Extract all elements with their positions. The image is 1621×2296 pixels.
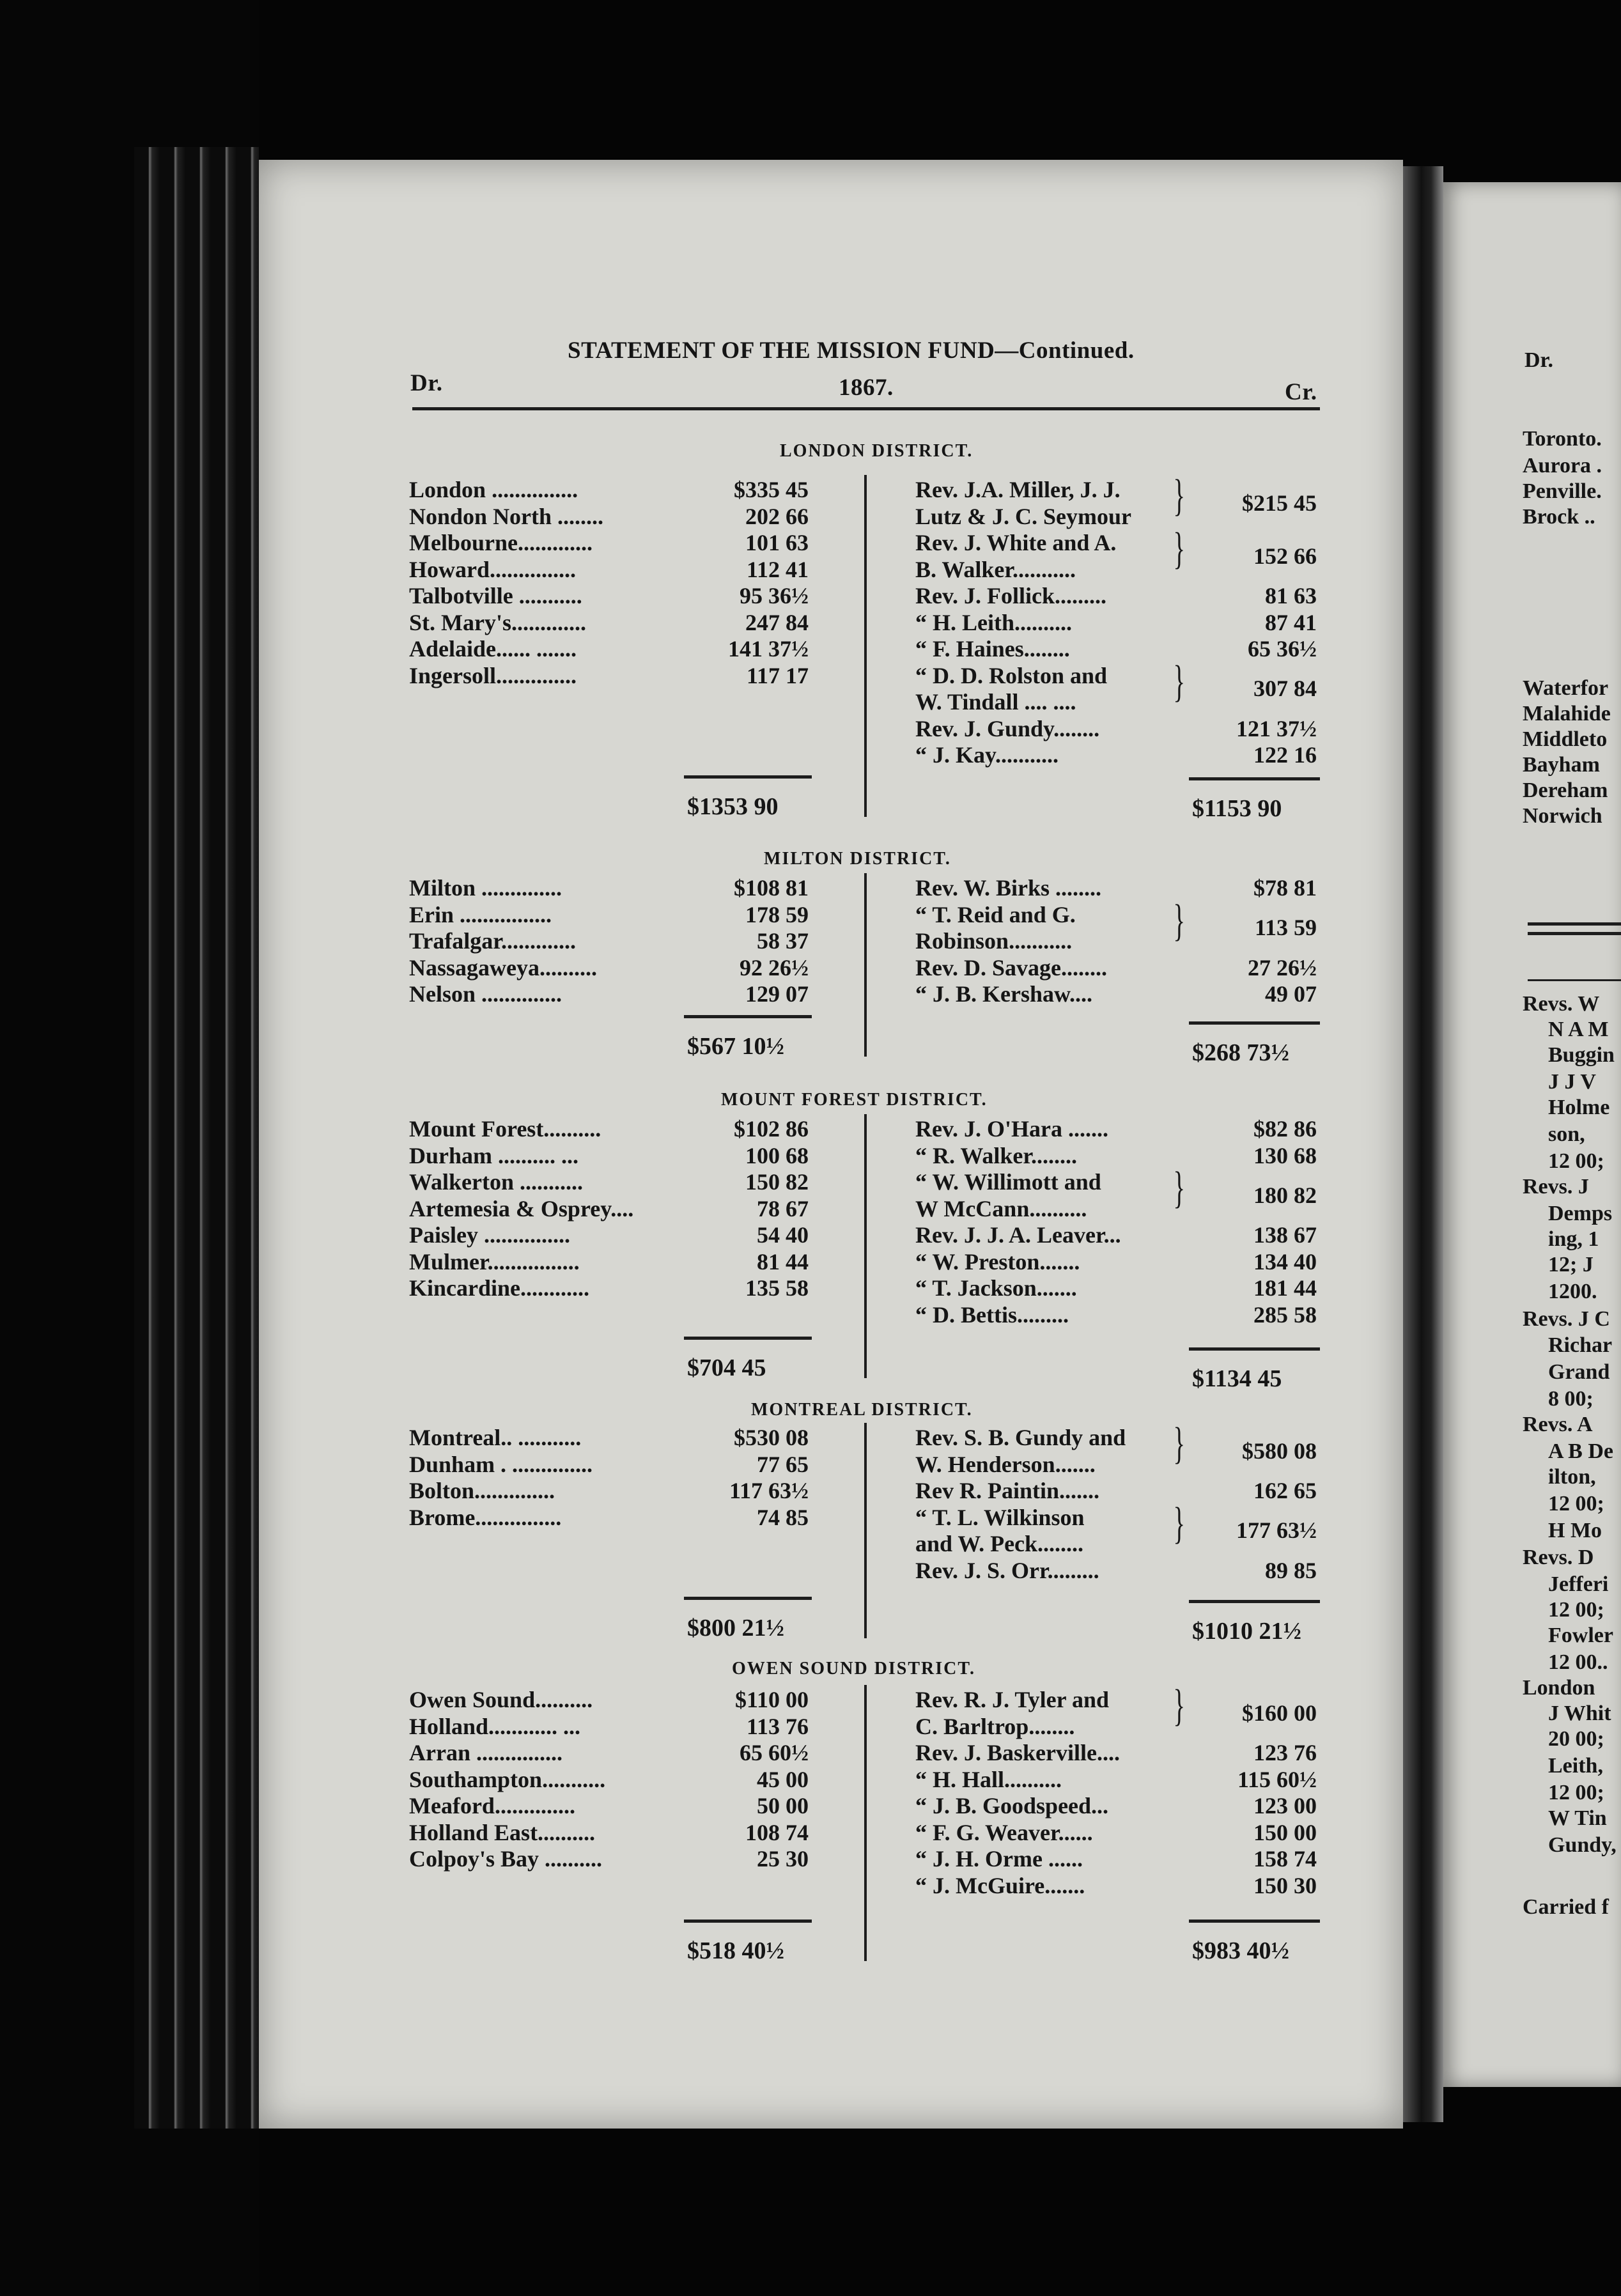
year-label: 1867. bbox=[839, 375, 894, 401]
credit-name-line: Rev. S. B. Gundy and bbox=[915, 1425, 1126, 1450]
facing-line: 12 00; bbox=[1548, 1492, 1604, 1516]
page-stack-edge bbox=[134, 147, 259, 2129]
credit-amount: 177 63½ bbox=[1236, 1517, 1317, 1544]
facing-line: Richar bbox=[1548, 1333, 1613, 1357]
debit-amount: 92 26½ bbox=[740, 954, 809, 981]
credit-amount: 181 44 bbox=[1253, 1275, 1317, 1301]
facing-line: Leith, bbox=[1548, 1754, 1603, 1778]
debit-amount: 113 76 bbox=[746, 1713, 809, 1739]
credit-amount: 130 68 bbox=[1253, 1142, 1317, 1168]
debit-place: Mount Forest.......... bbox=[409, 1116, 601, 1142]
credit-amount: 150 30 bbox=[1253, 1872, 1317, 1898]
column-divider bbox=[864, 1423, 867, 1638]
column-divider bbox=[864, 1114, 867, 1378]
debit-amount: 141 37½ bbox=[728, 636, 809, 662]
debit-total-rule bbox=[684, 1920, 812, 1923]
facing-line: H Mo bbox=[1548, 1519, 1602, 1542]
credit-name-line: “ T. Reid and G. bbox=[915, 901, 1076, 927]
credit-name-line: W. Tindall .... .... bbox=[915, 689, 1076, 715]
debit-amount: $108 81 bbox=[734, 875, 809, 901]
credit-name-line: W McCann.......... bbox=[915, 1195, 1087, 1222]
credit-total: $1153 90 bbox=[1192, 795, 1282, 822]
debit-total-rule bbox=[684, 1337, 812, 1340]
facing-line: 20 00; bbox=[1548, 1727, 1604, 1751]
facing-line: Norwich bbox=[1523, 804, 1602, 828]
credit-name-line: Rev. J. Follick......... bbox=[915, 583, 1106, 609]
debit-amount: $110 00 bbox=[734, 1687, 809, 1712]
credit-total-rule bbox=[1189, 1600, 1320, 1603]
cr-label: Cr. bbox=[1285, 379, 1317, 405]
credit-total: $983 40½ bbox=[1192, 1937, 1289, 1964]
debit-amount: 112 41 bbox=[746, 556, 809, 582]
brace-mark: } bbox=[1173, 471, 1186, 520]
credit-amount: $215 45 bbox=[1242, 490, 1317, 516]
debit-place: Holland............ ... bbox=[409, 1713, 581, 1739]
facing-line: Holme bbox=[1548, 1096, 1610, 1119]
credit-amount: $78 81 bbox=[1253, 875, 1317, 901]
credit-name-line: B. Walker........... bbox=[915, 556, 1076, 582]
facing-line: Brock .. bbox=[1523, 505, 1595, 529]
debit-place: Artemesia & Osprey.... bbox=[409, 1195, 634, 1222]
dr-label: Dr. bbox=[410, 370, 443, 396]
debit-place: Trafalgar............. bbox=[409, 928, 576, 954]
facing-line: Fowler bbox=[1548, 1624, 1613, 1647]
debit-total: $567 10½ bbox=[687, 1033, 784, 1060]
debit-place: Walkerton ........... bbox=[409, 1169, 584, 1195]
credit-name-line: and W. Peck........ bbox=[915, 1531, 1084, 1556]
header-rule bbox=[412, 407, 1320, 410]
credit-total-rule bbox=[1189, 1347, 1320, 1351]
debit-amount: 135 58 bbox=[745, 1275, 809, 1301]
facing-dr-label: Dr. bbox=[1524, 348, 1554, 372]
credit-amount: 123 76 bbox=[1253, 1740, 1317, 1765]
debit-amount: 95 36½ bbox=[740, 583, 809, 609]
credit-name-line: “ F. G. Weaver...... bbox=[915, 1819, 1093, 1845]
credit-amount: 285 58 bbox=[1253, 1301, 1317, 1328]
credit-name-line: Lutz & J. C. Seymour bbox=[915, 503, 1131, 529]
facing-line: son, bbox=[1548, 1122, 1585, 1146]
debit-place: London ............... bbox=[409, 477, 578, 502]
facing-line: N A M bbox=[1548, 1018, 1609, 1041]
credit-amount: 158 74 bbox=[1253, 1846, 1317, 1872]
facing-line: 12; J bbox=[1548, 1253, 1594, 1276]
debit-total-rule bbox=[684, 775, 812, 779]
credit-name-line: “ F. Haines........ bbox=[915, 636, 1070, 662]
column-divider bbox=[864, 873, 867, 1057]
credit-total-rule bbox=[1189, 1920, 1320, 1923]
facing-line: A B De bbox=[1548, 1439, 1613, 1463]
credit-name-line: “ J. B. Goodspeed... bbox=[915, 1793, 1109, 1819]
credit-name-line: “ T. Jackson....... bbox=[915, 1275, 1077, 1301]
facing-line: ing, 1 bbox=[1548, 1227, 1599, 1251]
district-heading: LONDON DISTRICT. bbox=[780, 441, 973, 461]
debit-amount: $102 86 bbox=[734, 1116, 809, 1142]
facing-line: Buggin bbox=[1548, 1043, 1615, 1067]
debit-place: Montreal.. ........... bbox=[409, 1425, 582, 1450]
debit-total-rule bbox=[684, 1015, 812, 1018]
facing-line: W Tin bbox=[1548, 1806, 1607, 1830]
credit-name-line: Rev. J.A. Miller, J. J. bbox=[915, 477, 1121, 502]
debit-place: Nondon North ........ bbox=[409, 503, 604, 529]
credit-total-rule bbox=[1189, 1021, 1320, 1025]
debit-amount: $335 45 bbox=[734, 477, 809, 502]
credit-amount: 123 00 bbox=[1253, 1793, 1317, 1819]
debit-place: Nelson .............. bbox=[409, 981, 562, 1007]
debit-amount: 178 59 bbox=[745, 901, 809, 927]
credit-total: $268 73½ bbox=[1192, 1039, 1289, 1066]
district-heading: MILTON DISTRICT. bbox=[764, 849, 951, 869]
page-title: STATEMENT OF THE MISSION FUND—Continued. bbox=[568, 337, 1135, 364]
debit-amount: 74 85 bbox=[757, 1504, 809, 1530]
debit-amount: 81 44 bbox=[757, 1248, 809, 1275]
facing-line: 12 00.. bbox=[1548, 1650, 1608, 1674]
credit-amount: 113 59 bbox=[1254, 915, 1317, 941]
column-divider bbox=[864, 1685, 867, 1961]
debit-amount: 78 67 bbox=[757, 1195, 809, 1222]
debit-amount: 101 63 bbox=[745, 530, 809, 555]
district-heading: MONTREAL DISTRICT. bbox=[751, 1400, 973, 1420]
debit-place: Meaford.............. bbox=[409, 1793, 575, 1819]
credit-amount: 81 63 bbox=[1265, 583, 1317, 609]
debit-place: Arran ............... bbox=[409, 1740, 562, 1765]
facing-line: J J V bbox=[1548, 1070, 1596, 1094]
facing-line: Middleto bbox=[1523, 727, 1608, 751]
debit-amount: 150 82 bbox=[745, 1169, 809, 1195]
credit-total-rule bbox=[1189, 777, 1320, 780]
debit-place: Holland East.......... bbox=[409, 1819, 596, 1845]
debit-amount: 129 07 bbox=[745, 981, 809, 1007]
credit-name-line: “ H. Hall.......... bbox=[915, 1766, 1062, 1792]
facing-line: J Whit bbox=[1548, 1702, 1611, 1725]
credit-name-line: “ J. Kay........... bbox=[915, 742, 1059, 768]
facing-line: 12 00; bbox=[1548, 1598, 1604, 1622]
credit-total: $1134 45 bbox=[1192, 1365, 1282, 1392]
facing-line: Penville. bbox=[1523, 479, 1602, 503]
facing-line: Toronto. bbox=[1523, 427, 1602, 451]
credit-name-line: “ J. B. Kershaw.... bbox=[915, 981, 1093, 1007]
credit-amount: 49 07 bbox=[1265, 981, 1317, 1007]
facing-line: Carried f bbox=[1523, 1895, 1609, 1919]
brace-mark: } bbox=[1173, 524, 1186, 573]
credit-amount: $580 08 bbox=[1242, 1438, 1317, 1464]
facing-line: London bbox=[1523, 1676, 1595, 1700]
debit-amount: $530 08 bbox=[734, 1425, 809, 1450]
debit-total-rule bbox=[684, 1597, 812, 1600]
brace-mark: } bbox=[1173, 1498, 1186, 1548]
debit-place: Adelaide...... ....... bbox=[409, 636, 577, 662]
debit-place: Durham .......... ... bbox=[409, 1142, 579, 1168]
debit-amount: 100 68 bbox=[745, 1142, 809, 1168]
credit-amount: 87 41 bbox=[1265, 609, 1317, 635]
debit-place: Milton .............. bbox=[409, 875, 562, 901]
facing-line: 1200. bbox=[1548, 1280, 1597, 1303]
debit-place: Erin ................ bbox=[409, 901, 552, 927]
credit-name-line: “ T. L. Wilkinson bbox=[915, 1504, 1085, 1530]
debit-place: Kincardine............ bbox=[409, 1275, 590, 1301]
debit-place: Mulmer................ bbox=[409, 1248, 580, 1275]
debit-amount: 65 60½ bbox=[740, 1740, 809, 1765]
debit-place: Dunham . .............. bbox=[409, 1451, 593, 1477]
credit-name-line: Rev. J. White and A. bbox=[915, 530, 1117, 555]
credit-name-line: Rev. J. S. Orr......... bbox=[915, 1557, 1099, 1583]
facing-line: Gundy, bbox=[1548, 1833, 1617, 1857]
credit-name-line: “ W. Willimott and bbox=[915, 1169, 1101, 1195]
debit-amount: 45 00 bbox=[757, 1766, 809, 1792]
facing-line: Bayham bbox=[1523, 753, 1600, 777]
debit-amount: 247 84 bbox=[745, 609, 809, 635]
credit-name-line: “ W. Preston....... bbox=[915, 1248, 1080, 1275]
credit-total: $1010 21½ bbox=[1192, 1618, 1301, 1645]
credit-amount: 307 84 bbox=[1253, 676, 1317, 702]
brace-mark: } bbox=[1173, 1419, 1186, 1468]
credit-name-line: Robinson........... bbox=[915, 928, 1073, 954]
debit-place: Ingersoll.............. bbox=[409, 662, 577, 688]
credit-name-line: C. Barltrop........ bbox=[915, 1713, 1075, 1739]
credit-amount: $82 86 bbox=[1253, 1116, 1317, 1142]
credit-name-line: “ D. D. Rolston and bbox=[915, 662, 1108, 688]
debit-amount: 50 00 bbox=[757, 1793, 809, 1819]
debit-total: $800 21½ bbox=[687, 1615, 784, 1641]
facing-line: Waterfor bbox=[1523, 676, 1609, 700]
debit-place: Howard............... bbox=[409, 556, 576, 582]
credit-amount: 65 36½ bbox=[1248, 636, 1317, 662]
debit-amount: 77 65 bbox=[757, 1451, 809, 1477]
debit-place: Paisley ............... bbox=[409, 1222, 570, 1248]
brace-mark: } bbox=[1173, 1163, 1186, 1213]
credit-amount: $160 00 bbox=[1242, 1700, 1317, 1726]
facing-line: Demps bbox=[1548, 1202, 1613, 1225]
debit-place: Melbourne............. bbox=[409, 530, 593, 555]
credit-name-line: Rev. R. J. Tyler and bbox=[915, 1687, 1110, 1712]
debit-place: Southampton........... bbox=[409, 1766, 606, 1792]
brace-mark: } bbox=[1173, 1681, 1186, 1730]
debit-place: Bolton.............. bbox=[409, 1478, 555, 1503]
facing-line: Jefferi bbox=[1548, 1572, 1609, 1596]
facing-line: Revs. A bbox=[1523, 1413, 1593, 1436]
credit-amount: 180 82 bbox=[1253, 1182, 1317, 1208]
debit-total: $1353 90 bbox=[687, 793, 779, 820]
facing-line: Revs. J bbox=[1523, 1175, 1589, 1198]
credit-amount: 122 16 bbox=[1253, 742, 1317, 768]
credit-amount: 150 00 bbox=[1253, 1819, 1317, 1845]
district-heading: MOUNT FOREST DISTRICT. bbox=[721, 1090, 988, 1110]
debit-place: Owen Sound.......... bbox=[409, 1687, 593, 1712]
debit-amount: 54 40 bbox=[757, 1222, 809, 1248]
credit-name-line: Rev. W. Birks ........ bbox=[915, 875, 1102, 901]
facing-line: Dereham bbox=[1523, 779, 1608, 802]
debit-place: Nassagaweya.......... bbox=[409, 954, 597, 981]
credit-name-line: Rev. D. Savage........ bbox=[915, 954, 1107, 981]
credit-name-line: Rev. J. Baskerville.... bbox=[915, 1740, 1120, 1765]
credit-amount: 162 65 bbox=[1253, 1478, 1317, 1503]
debit-place: Colpoy's Bay .......... bbox=[409, 1846, 603, 1872]
debit-amount: 202 66 bbox=[745, 503, 809, 529]
credit-amount: 27 26½ bbox=[1248, 954, 1317, 981]
credit-name-line: “ D. Bettis......... bbox=[915, 1301, 1069, 1328]
debit-place: Brome............... bbox=[409, 1504, 562, 1530]
debit-place: St. Mary's............. bbox=[409, 609, 586, 635]
facing-line: ilton, bbox=[1548, 1465, 1596, 1489]
debit-place: Talbotville ........... bbox=[409, 583, 582, 609]
credit-name-line: “ J. McGuire....... bbox=[915, 1872, 1085, 1898]
credit-name-line: Rev. J. O'Hara ....... bbox=[915, 1116, 1108, 1142]
facing-line: Grand bbox=[1548, 1360, 1610, 1384]
facing-line: 12 00; bbox=[1548, 1781, 1604, 1804]
column-divider bbox=[864, 475, 867, 817]
facing-line: Revs. D bbox=[1523, 1546, 1594, 1569]
facing-line: 12 00; bbox=[1548, 1149, 1604, 1173]
binding-gutter bbox=[1403, 166, 1443, 2122]
debit-amount: 117 17 bbox=[746, 662, 809, 688]
facing-double-rule bbox=[1528, 922, 1621, 926]
facing-line: Malahide bbox=[1523, 702, 1611, 725]
brace-mark: } bbox=[1173, 656, 1186, 706]
credit-amount: 89 85 bbox=[1265, 1557, 1317, 1583]
debit-amount: 25 30 bbox=[757, 1846, 809, 1872]
credit-amount: 121 37½ bbox=[1236, 715, 1317, 741]
debit-amount: 108 74 bbox=[745, 1819, 809, 1845]
facing-line: Revs. W bbox=[1523, 992, 1600, 1016]
facing-line: Revs. J C bbox=[1523, 1307, 1610, 1331]
debit-amount: 117 63½ bbox=[729, 1478, 809, 1503]
district-heading: OWEN SOUND DISTRICT. bbox=[732, 1659, 975, 1679]
debit-amount: 58 37 bbox=[757, 928, 809, 954]
credit-name-line: W. Henderson....... bbox=[915, 1451, 1096, 1477]
debit-total: $518 40½ bbox=[687, 1937, 784, 1964]
credit-name-line: “ H. Leith.......... bbox=[915, 609, 1073, 635]
brace-mark: } bbox=[1173, 896, 1186, 945]
facing-double-rule bbox=[1528, 932, 1621, 935]
credit-name-line: Rev R. Paintin....... bbox=[915, 1478, 1099, 1503]
credit-amount: 134 40 bbox=[1253, 1248, 1317, 1275]
credit-amount: 152 66 bbox=[1253, 543, 1317, 569]
facing-line: 8 00; bbox=[1548, 1387, 1594, 1411]
credit-amount: 115 60½ bbox=[1237, 1766, 1317, 1792]
facing-line: Aurora . bbox=[1523, 454, 1602, 477]
credit-name-line: Rev. J. Gundy........ bbox=[915, 715, 1100, 741]
debit-total: $704 45 bbox=[687, 1354, 766, 1381]
credit-name-line: “ R. Walker........ bbox=[915, 1142, 1078, 1168]
credit-name-line: Rev. J. J. A. Leaver... bbox=[915, 1222, 1121, 1248]
facing-rule bbox=[1528, 979, 1621, 981]
credit-name-line: “ J. H. Orme ...... bbox=[915, 1846, 1083, 1872]
credit-amount: 138 67 bbox=[1253, 1222, 1317, 1248]
